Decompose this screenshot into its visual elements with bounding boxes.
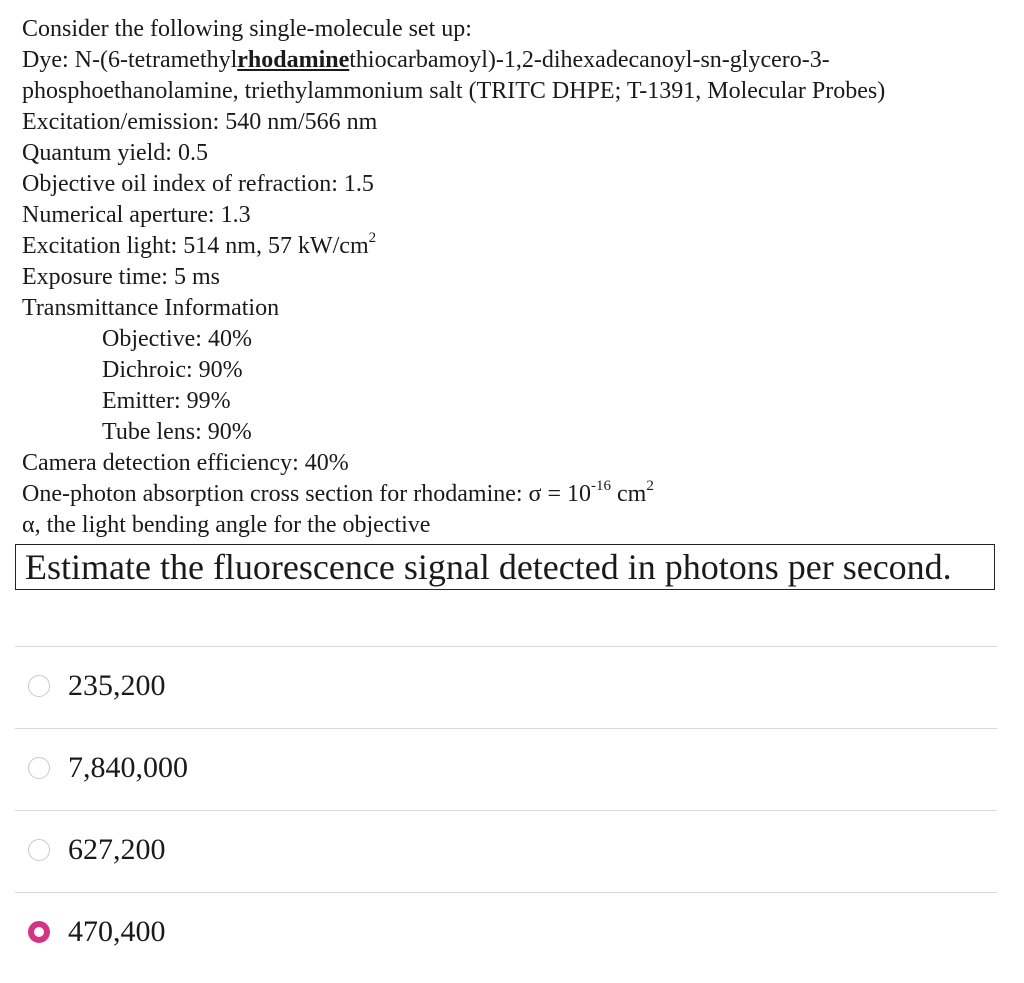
radio-button-selected[interactable] xyxy=(28,921,50,943)
cross-section-prefix: One-photon absorption cross section for rhodamine: σ = 10 xyxy=(22,481,592,507)
dye-prefix: Dye: N-(6-tetramethyl xyxy=(22,47,238,73)
question-box: Estimate the fluorescence signal detected in photons per second. xyxy=(15,544,995,590)
oil-index: Objective oil index of refraction: 1.5 xyxy=(22,171,374,197)
excitation-light xyxy=(22,231,1012,262)
excitation-light-sup: 2 xyxy=(368,230,377,246)
option-label[interactable]: 235,200 xyxy=(68,669,166,702)
transmittance-tube-lens: Tube lens: 90% xyxy=(102,419,252,445)
transmittance-emitter: Emitter: 99% xyxy=(102,388,231,414)
transmittance-objective: Objective: 40% xyxy=(102,326,252,352)
alpha-line: α, the light bending angle for the objective xyxy=(22,512,431,538)
intro-text: Consider the following single-molecule set up: xyxy=(22,16,472,42)
radio-button[interactable] xyxy=(28,839,50,861)
answer-option-4[interactable] xyxy=(15,892,997,972)
answer-option-2[interactable] xyxy=(15,728,997,808)
option-label[interactable]: 627,200 xyxy=(68,833,166,866)
answer-option-3[interactable] xyxy=(15,810,997,890)
option-label[interactable]: 7,840,000 xyxy=(68,751,188,784)
dye-line xyxy=(22,45,1012,76)
camera-efficiency: Camera detection efficiency: 40% xyxy=(22,450,349,476)
numerical-aperture: Numerical aperture: 1.3 xyxy=(22,202,251,228)
dye-bold: rhodamine xyxy=(237,47,350,73)
radio-button[interactable] xyxy=(28,757,50,779)
dye-suffix: thiocarbamoyl)-1,2-dihexadecanoyl-sn-glycero-3- xyxy=(349,47,830,73)
cross-section-unit-sup: 2 xyxy=(646,478,654,494)
problem-statement xyxy=(22,14,1012,541)
radio-button[interactable] xyxy=(28,675,50,697)
excitation-emission: Excitation/emission: 540 nm/566 nm xyxy=(22,109,378,135)
exposure-time: Exposure time: 5 ms xyxy=(22,264,220,290)
option-label[interactable]: 470,400 xyxy=(68,915,166,948)
cross-section-exp: -16 xyxy=(591,478,612,494)
cross-section-unit: cm xyxy=(611,481,647,507)
dye-line-2: phosphoethanolamine, triethylammonium salt (TRITC DHPE; T-1391, Molecular Probes) xyxy=(22,78,886,104)
cross-section xyxy=(22,479,1012,510)
transmittance-heading: Transmittance Information xyxy=(22,295,280,321)
quantum-yield: Quantum yield: 0.5 xyxy=(22,140,208,166)
transmittance-dichroic: Dichroic: 90% xyxy=(102,357,243,383)
answer-option-1[interactable] xyxy=(15,646,997,726)
excitation-light-text: Excitation light: 514 nm, 57 kW/cm xyxy=(22,233,369,259)
